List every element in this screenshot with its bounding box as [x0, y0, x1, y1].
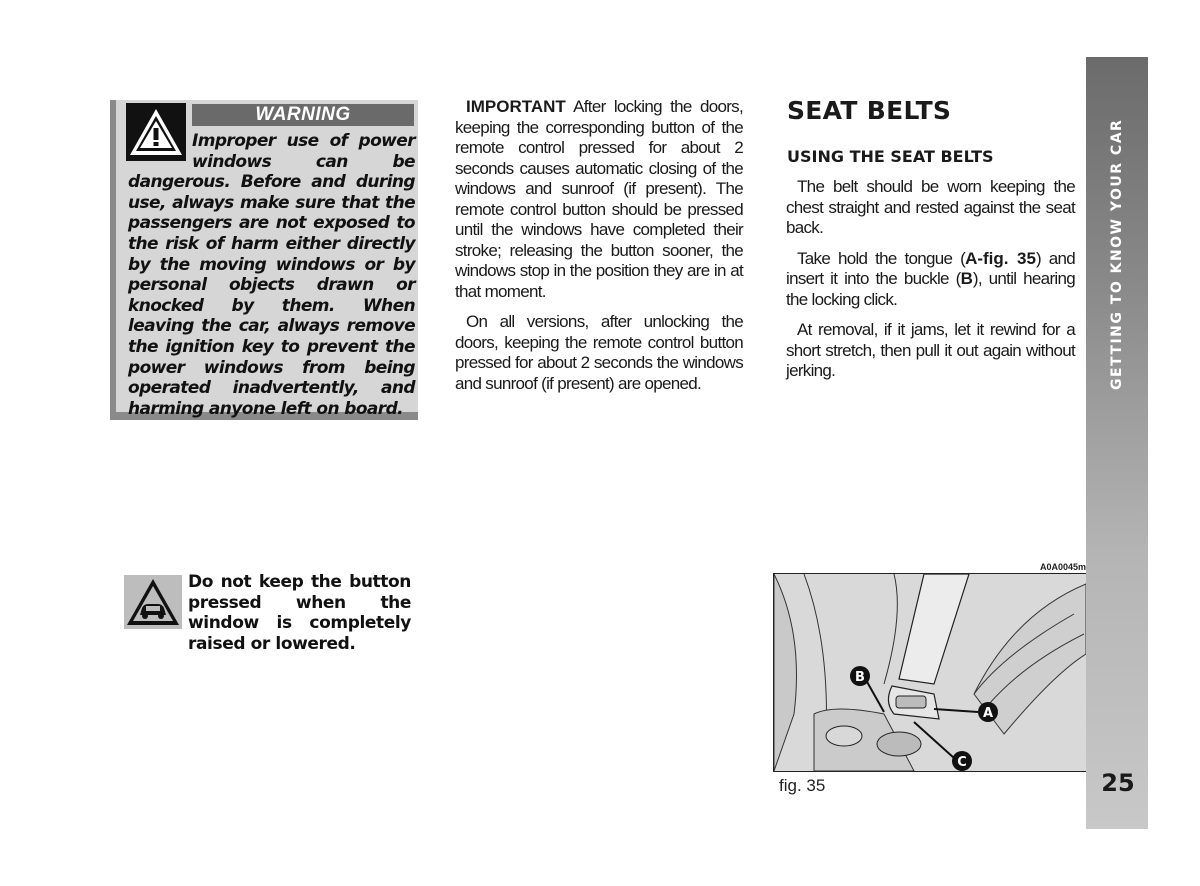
p2-text-b: ) and insert it into the buckle (: [786, 248, 1075, 288]
section-title: SEAT BELTS: [787, 96, 952, 125]
seat-belt-illustration: [774, 574, 1086, 771]
belt-paragraph-2: [786, 249, 1075, 311]
caution-note-text: [124, 572, 411, 654]
buckle-reference-b: B: [960, 269, 973, 288]
middle-column: [455, 97, 743, 404]
caution-note-body: Do not keep the button pressed when the window is completely raised or lowered.: [188, 572, 411, 654]
callout-c-label: C: [957, 755, 967, 770]
figure-code: A0A0045m: [1040, 562, 1087, 572]
figure-reference-a: A-fig. 35: [965, 248, 1036, 268]
page-number: 25: [1101, 769, 1135, 797]
section-subtitle: USING THE SEAT BELTS: [787, 147, 994, 166]
callout-a-label: A: [982, 706, 994, 721]
figure-caption: fig. 35: [779, 776, 826, 795]
p2-text-a: Take hold the tongue (: [797, 248, 966, 268]
warning-body: Improper use of power windows can be dangerous. Before and during use, always make sure that the passengers are not exposed to the risk of harm either directly by the moving windows or by personal objects drawn or knocked by them. When leaving the car, always remove the ignition key to prevent the power windows from being operated inadvertently, and harming anyone left on board.: [128, 131, 415, 419]
important-lead: IMPORTANT: [466, 97, 566, 116]
callout-b-label: B: [855, 670, 865, 685]
important-text: After locking the doors, keeping the corresponding button of the remote control pressed for about 2 seconds causes automatic closing of the windows and sunroof (if present). The remote control button should be pressed until the windows have completed their stroke; releasing the button sooner, the windows stop in the position they are in at that moment.: [455, 97, 743, 301]
warning-title: WARNING: [192, 104, 414, 126]
p2-text-c: ), until hearing the locking click.: [786, 269, 1075, 309]
chapter-label: GETTING TO KNOW YOUR CAR: [1109, 118, 1125, 390]
belt-paragraph-3: At removal, if it jams, let it rewind for a short stretch, then pull it out again without jerking.: [786, 320, 1075, 380]
important-paragraph: [455, 97, 743, 302]
warning-icon-spacer: [128, 131, 192, 157]
belt-paragraph-1: The belt should be worn keeping the chest straight and rested against the seat back.: [786, 177, 1075, 237]
unlock-paragraph: On all versions, after unlocking the doors, keeping the remote control button pressed for about 2 seconds the windows and sunroof (if present) are opened.: [455, 312, 743, 393]
note-icon-spacer: [124, 572, 188, 634]
right-column: [786, 177, 1075, 392]
seat-belt-figure: [773, 573, 1087, 772]
warning-text: [128, 131, 415, 419]
